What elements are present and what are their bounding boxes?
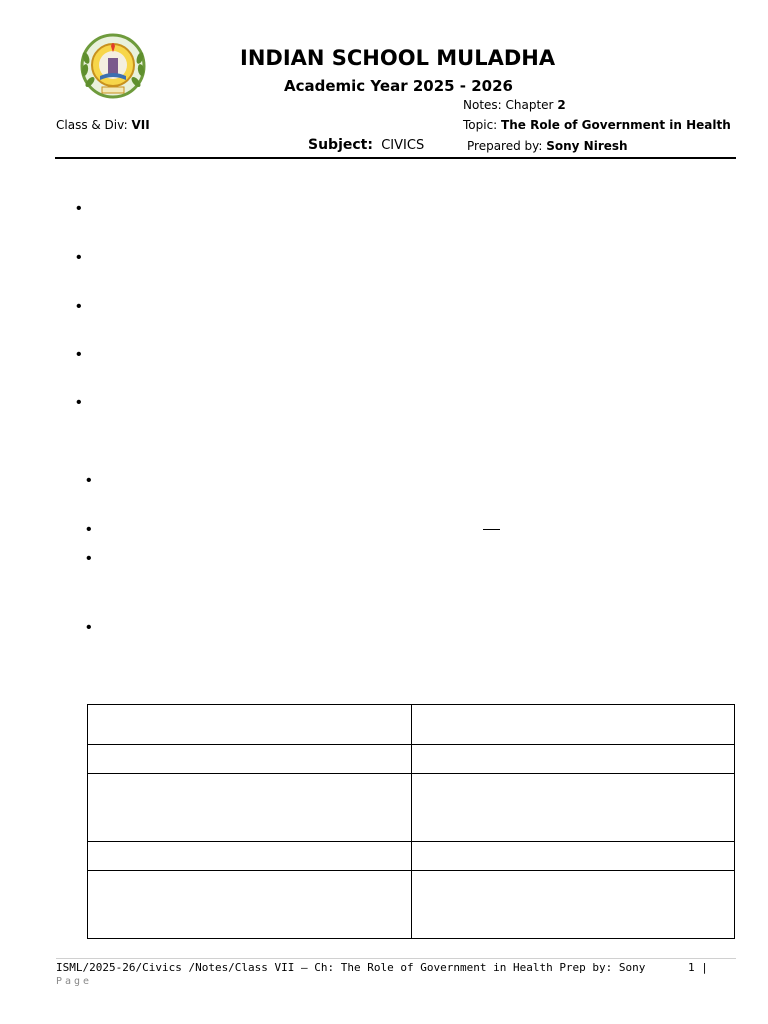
subject-value: CIVICS	[381, 138, 425, 153]
table-row	[88, 705, 735, 745]
class-value: VII	[131, 118, 150, 132]
table-cell	[88, 705, 412, 745]
table-cell	[411, 745, 735, 774]
topic-label: Topic:	[463, 118, 502, 132]
footer-divider	[56, 958, 736, 959]
notes-chapter-number: 2	[557, 98, 566, 112]
header-divider	[55, 157, 736, 159]
dash-mark	[483, 529, 500, 530]
table-row	[88, 842, 735, 871]
table-cell	[88, 774, 412, 842]
footer-text: ISML/2025-26/Civics /Notes/Class VII – Ch: The Role of Government in Health Prep by: Sony	[56, 961, 646, 974]
list-bullet: •	[86, 472, 92, 489]
table-cell	[88, 745, 412, 774]
table-cell	[88, 842, 412, 871]
class-label: Class & Div:	[56, 118, 132, 132]
subject-label: Subject:	[308, 137, 373, 153]
list-bullet: •	[76, 298, 82, 315]
prepared-value: Sony Niresh	[546, 139, 628, 153]
school-emblem-icon	[78, 32, 148, 100]
list-bullet: •	[76, 200, 82, 217]
subject	[308, 137, 424, 153]
page-number: 1 |	[688, 961, 708, 974]
table-cell	[411, 705, 735, 745]
table-row	[88, 745, 735, 774]
table-cell	[411, 774, 735, 842]
topic-value: The Role of Government in Health	[501, 118, 731, 132]
list-bullet: •	[86, 521, 92, 538]
prepared-label: Prepared by:	[467, 139, 547, 153]
class-div	[56, 118, 150, 132]
prepared-by	[467, 139, 628, 153]
academic-year: Academic Year 2025 - 2026	[284, 77, 513, 95]
notes-chapter	[463, 98, 566, 112]
notes-table	[87, 704, 735, 939]
table-cell	[411, 842, 735, 871]
list-bullet: •	[86, 550, 92, 567]
school-name: INDIAN SCHOOL MULADHA	[240, 46, 556, 70]
table-cell	[411, 871, 735, 939]
list-bullet: •	[86, 619, 92, 636]
list-bullet: •	[76, 394, 82, 411]
page-word: Page	[56, 976, 93, 987]
table-row	[88, 871, 735, 939]
notes-label: Notes: Chapter	[463, 98, 558, 112]
list-bullet: •	[76, 249, 82, 266]
topic	[463, 118, 731, 132]
table-row	[88, 774, 735, 842]
list-bullet: •	[76, 346, 82, 363]
table-cell	[88, 871, 412, 939]
